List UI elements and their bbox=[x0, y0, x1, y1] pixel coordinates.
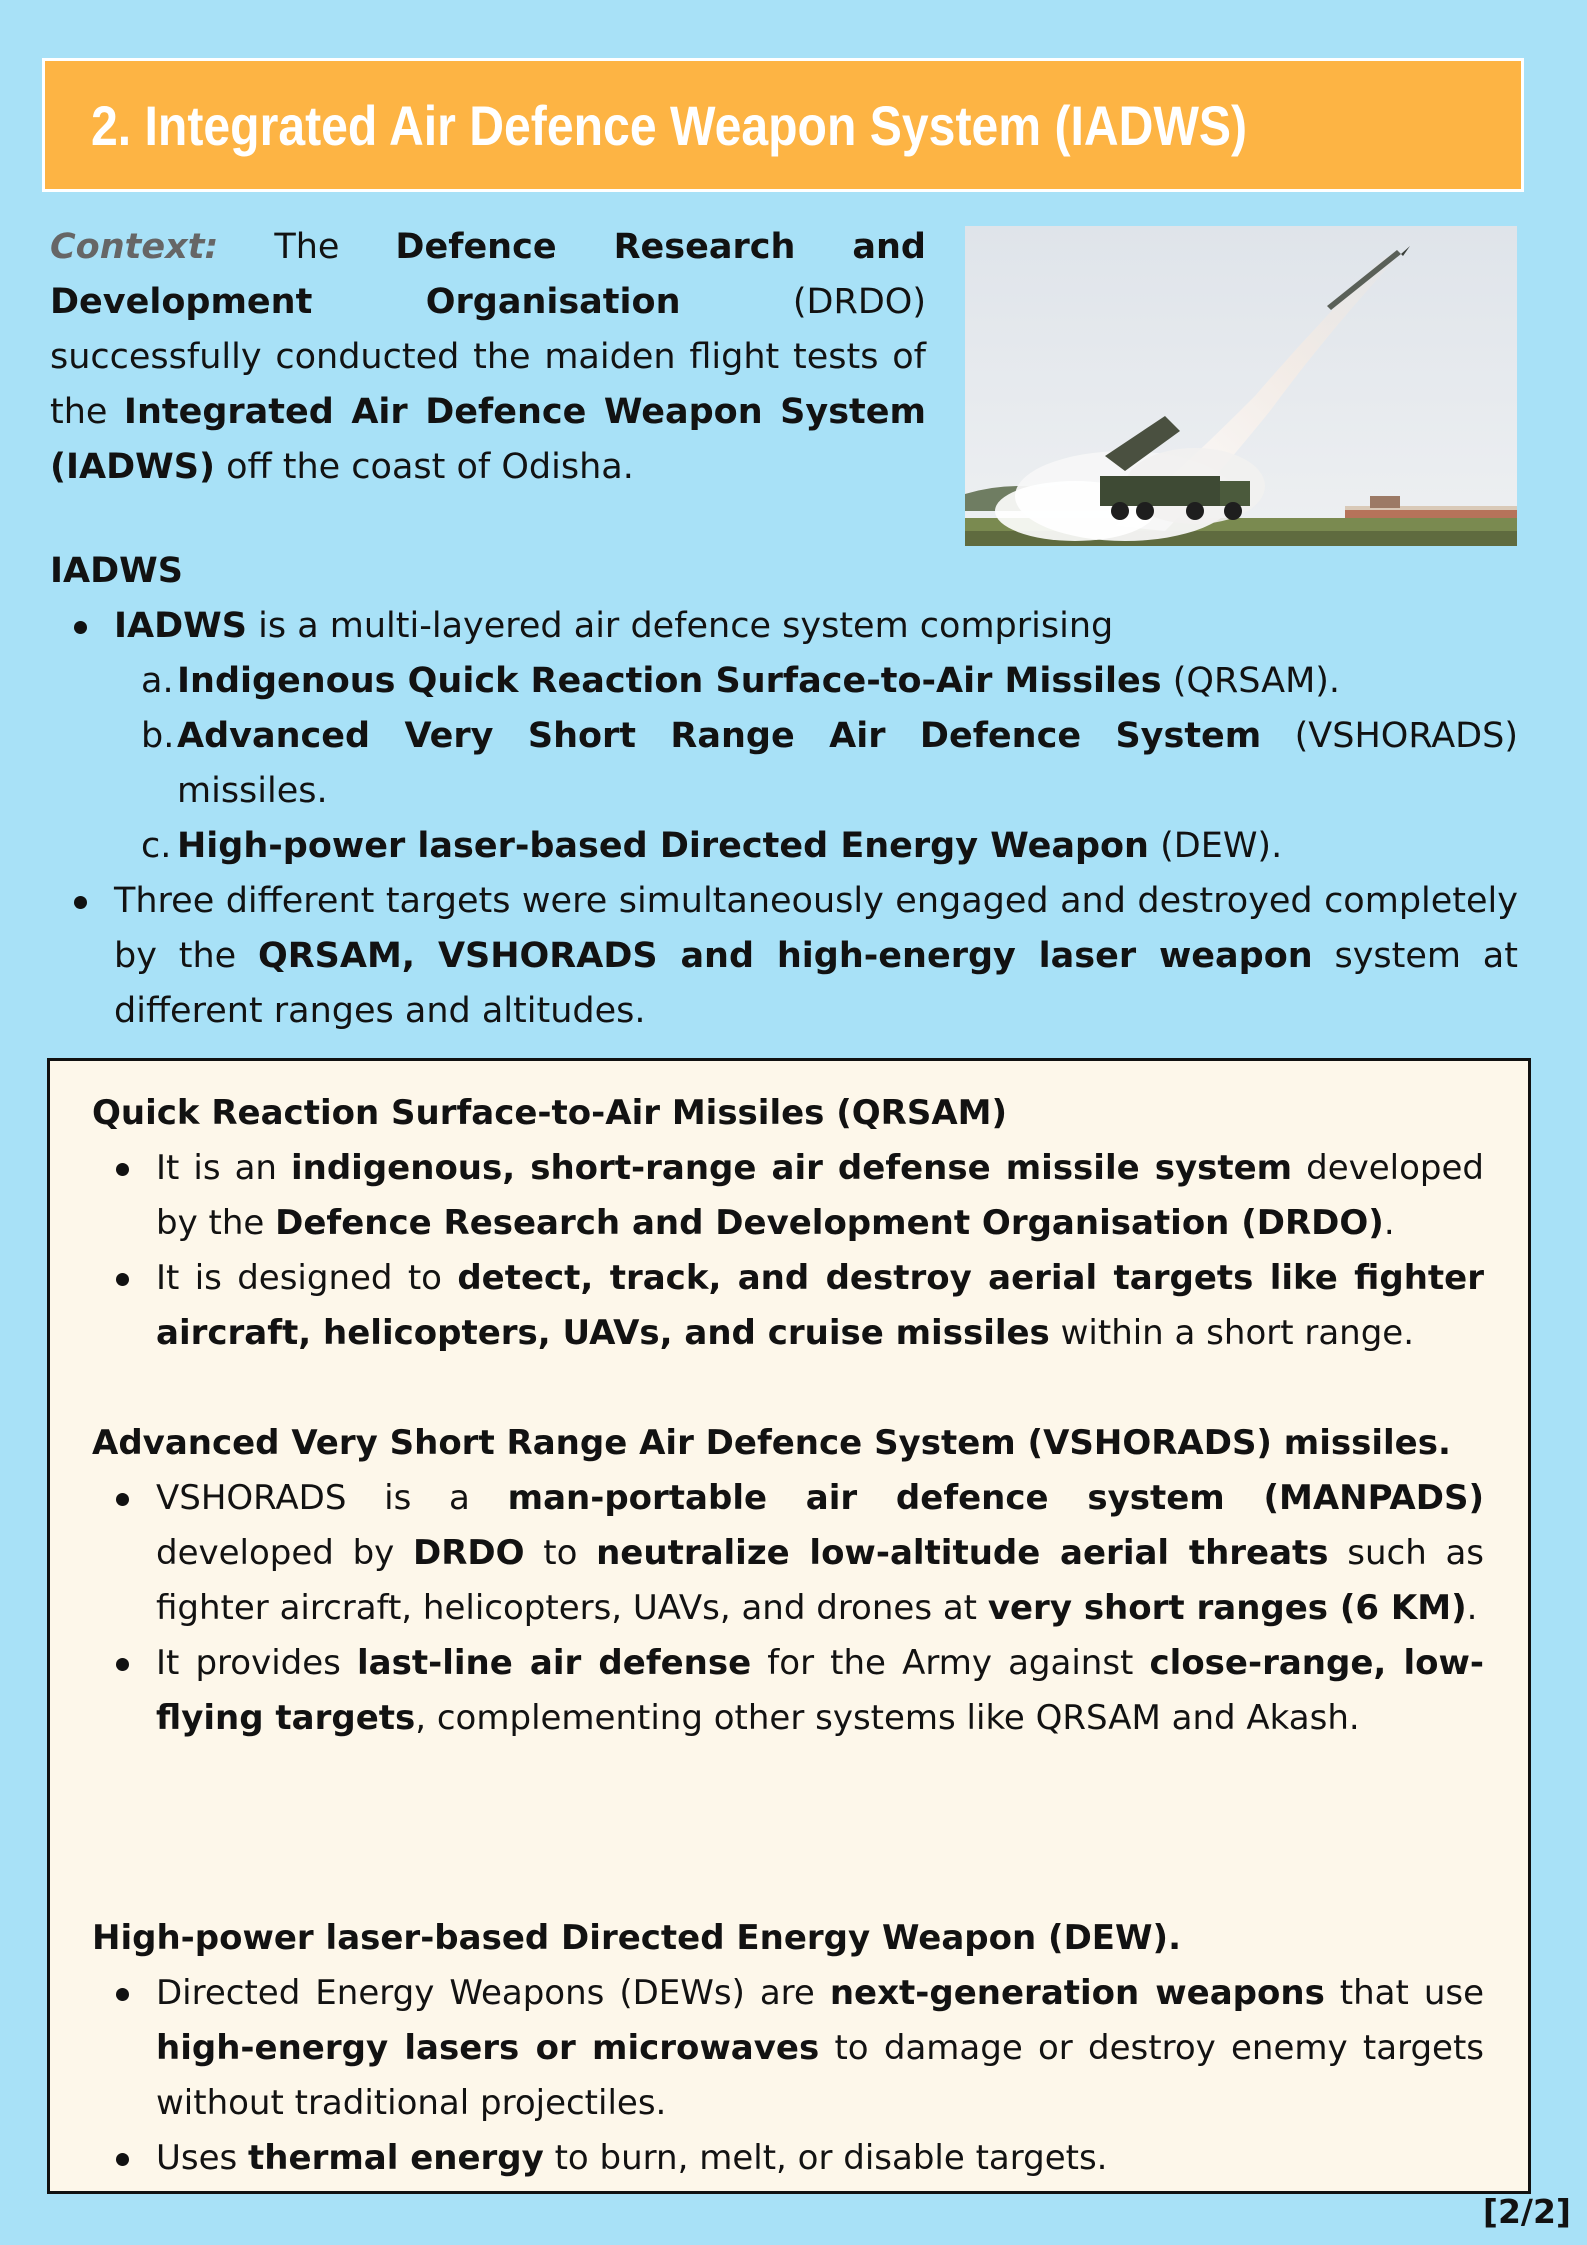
bullet-bold: Defence Research and Development Organisation (DRDO) bbox=[275, 1203, 1384, 1243]
bullet-text: VSHORADS is a bbox=[156, 1478, 508, 1518]
qrsam-bullet-list bbox=[92, 1141, 1484, 1361]
bullet-bold: indigenous, short-range air defense missile system bbox=[290, 1148, 1293, 1188]
bullet-bold: DRDO bbox=[413, 1533, 525, 1573]
iadws-bullet-list bbox=[50, 599, 1518, 1039]
item-bold: High-power laser-based Directed Energy Weapon bbox=[177, 826, 1149, 866]
bullet-bold: thermal energy bbox=[248, 2138, 544, 2178]
bullet-text: for the Army against bbox=[751, 1643, 1150, 1683]
bullet-text: It is designed to bbox=[156, 1258, 458, 1298]
bullet-bold: high-energy lasers or microwaves bbox=[156, 2028, 820, 2068]
list-marker: c. bbox=[141, 826, 172, 866]
item-bold: Advanced Very Short Range Air Defence System bbox=[177, 716, 1262, 756]
bullet-text: to damage or destroy enemy targets without traditional projectiles. bbox=[156, 2028, 1484, 2123]
bullet-text: developed by the bbox=[156, 1148, 1484, 1243]
context-label: Context: bbox=[50, 227, 219, 267]
missile-launch-photo bbox=[965, 226, 1517, 546]
bullet-text: , complementing other systems like QRSAM and Akash. bbox=[415, 1698, 1360, 1738]
bullet-bold: neutralize low-altitude aerial threats bbox=[596, 1533, 1329, 1573]
bullet-bold: man-portable air defence system (MANPADS) bbox=[507, 1478, 1484, 1518]
vshorads-bullet-list bbox=[92, 1471, 1484, 1746]
bullet-text: Directed Energy Weapons (DEWs) are bbox=[156, 1973, 830, 2013]
title-banner bbox=[42, 58, 1524, 192]
missile-launch-illustration bbox=[965, 226, 1517, 546]
item-text: (DEW). bbox=[1148, 826, 1283, 866]
bullet-text: developed by bbox=[156, 1533, 413, 1573]
list-item bbox=[114, 709, 1518, 819]
bullet-text: system at different ranges and altitudes. bbox=[114, 936, 1518, 1031]
bullet-bold: detect, track, and destroy aerial targets like fighter aircraft, helicopters, UAVs, and cruise missiles bbox=[156, 1258, 1484, 1353]
bullet-bold: next-generation weapons bbox=[829, 1973, 1325, 2013]
list-item bbox=[92, 1966, 1484, 2131]
bullet-text: such as fighter aircraft, helicopters, UAVs, and drones at bbox=[156, 1533, 1485, 1628]
list-marker: a. bbox=[141, 661, 174, 701]
list-item bbox=[50, 599, 1518, 874]
bullet-text: Uses bbox=[156, 2138, 249, 2178]
item-bold: Indigenous Quick Reaction Surface-to-Air Missiles bbox=[177, 661, 1162, 701]
section-title-dew: High-power laser-based Directed Energy Weapon (DEW). bbox=[92, 1918, 1181, 1958]
list-item bbox=[114, 819, 1518, 874]
dew-bullet-list bbox=[92, 1966, 1484, 2186]
bullet-text: within a short range. bbox=[1049, 1313, 1415, 1353]
section-title-qrsam: Quick Reaction Surface-to-Air Missiles (QRSAM) bbox=[92, 1093, 1008, 1133]
section-title-vshorads: Advanced Very Short Range Air Defence System (VSHORADS) missiles. bbox=[92, 1423, 1451, 1463]
list-marker: b. bbox=[141, 716, 175, 756]
bullet-bold: very short ranges (6 KM) bbox=[987, 1588, 1467, 1628]
context-text: off the coast of Odisha. bbox=[214, 447, 634, 487]
list-item bbox=[50, 874, 1518, 1039]
list-item bbox=[92, 1471, 1484, 1636]
list-item bbox=[92, 1636, 1484, 1746]
bullet-text: that use bbox=[1324, 1973, 1485, 2013]
bullet-bold: close-range, low-flying targets bbox=[156, 1643, 1485, 1738]
details-box bbox=[47, 1058, 1531, 2194]
list-item bbox=[92, 1251, 1484, 1361]
bullet-text: . bbox=[1383, 1203, 1395, 1243]
bullet-text: It is an bbox=[156, 1148, 291, 1188]
list-item bbox=[92, 2131, 1484, 2186]
item-text: (QRSAM). bbox=[1161, 661, 1341, 701]
bullet-text: It provides bbox=[156, 1643, 357, 1683]
page-title: 2. Integrated Air Defence Weapon System (IADWS) bbox=[91, 93, 1248, 157]
bullet-bold: QRSAM, VSHORADS and high-energy laser weapon bbox=[257, 936, 1313, 976]
bullet-text: to bbox=[524, 1533, 597, 1573]
context-text: (DRDO) successfully conducted the maiden flight tests of the bbox=[50, 282, 926, 432]
bullet-bold: IADWS bbox=[114, 606, 247, 646]
context-bold: Integrated Air Defence Weapon System (IADWS) bbox=[50, 392, 926, 487]
context-text: The bbox=[218, 227, 396, 267]
bullet-bold: last-line air defense bbox=[357, 1643, 752, 1683]
section-title-iadws: IADWS bbox=[50, 551, 183, 591]
list-item bbox=[92, 1141, 1484, 1251]
bullet-text: Three different targets were simultaneously engaged and destroyed completely by the bbox=[114, 881, 1518, 976]
item-text: (VSHORADS) missiles. bbox=[177, 716, 1518, 811]
bullet-text: to burn, melt, or disable targets. bbox=[543, 2138, 1108, 2178]
iadws-component-list bbox=[114, 654, 1518, 874]
context-bold: Defence Research and Development Organisation bbox=[50, 227, 926, 322]
context-paragraph bbox=[50, 220, 926, 495]
bullet-text: . bbox=[1466, 1588, 1478, 1628]
list-item bbox=[114, 654, 1518, 709]
bullet-text: is a multi-layered air defence system comprising bbox=[246, 606, 1114, 646]
page-number: [2/2] bbox=[1482, 2192, 1571, 2231]
